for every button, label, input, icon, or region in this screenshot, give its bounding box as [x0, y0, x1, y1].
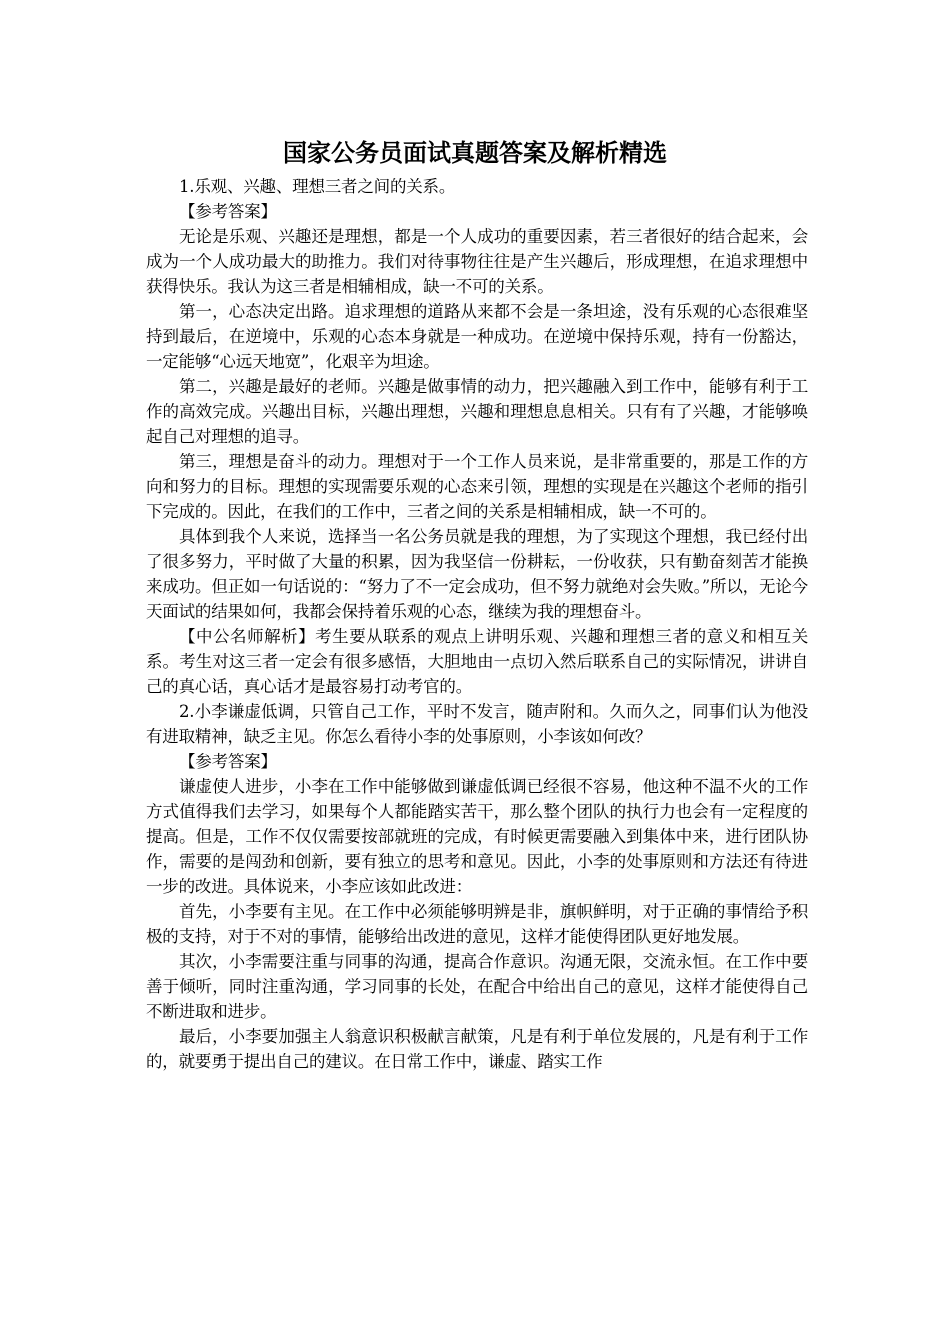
paragraph: 第三，理想是奋斗的动力。理想对于一个工作人员来说，是非常重要的，那是工作的方向和努力的目标。理想的实现需要乐观的心态来引领，理想的实现是在兴趣这个老师的指引下完成的。因此，在我们的工作中，三者之间的关系是相辅相成，缺一不可的。 [146, 452, 808, 521]
answer-heading-1: 【参考答案】 [179, 202, 277, 221]
paragraph: 第二，兴趣是最好的老师。兴趣是做事情的动力，把兴趣融入到工作中，能够有利于工作的高效完成。兴趣出目标，兴趣出理想，兴趣和理想息息相关。只有有了兴趣，才能够唤起自己对理想的追寻。 [146, 377, 808, 446]
paragraph: 首先，小李要有主见。在工作中必须能够明辨是非，旗帜鲜明，对于正确的事情给予积极的支持，对于不对的事情，能够给出改进的意见，这样才能使得团队更好地发展。 [146, 902, 808, 946]
question-2: 2.小李谦虚低调，只管自己工作，平时不发言，随声附和。久而久之，同事们认为他没有进取精神，缺乏主见。你怎么看待小李的处事原则，小李该如何改？ [146, 702, 808, 746]
analysis-paragraph: 【中公名师解析】考生要从联系的观点上讲明乐观、兴趣和理想三者的意义和相互关系。考生对这三者一定会有很多感悟，大胆地由一点切入然后联系自己的实际情况，讲讲自己的真心话，真心话才是最容易打动考官的。 [146, 627, 808, 696]
document-body [146, 174, 808, 1074]
document-title: 国家公务员面试真题答案及解析精选 [283, 138, 667, 167]
paragraph: 具体到我个人来说，选择当一名公务员就是我的理想，为了实现这个理想，我已经付出了很多努力，平时做了大量的积累，因为我坚信一份耕耘，一份收获，只有勤奋刻苦才能换来成功。但正如一句话说的：“努力了不一定会成功，但不努力就绝对会失败。”所以，无论今天面试的结果如何，我都会保持着乐观的心态，继续为我的理想奋斗。 [146, 527, 808, 621]
paragraph: 第一，心态决定出路。追求理想的道路从来都不会是一条坦途，没有乐观的心态很难坚持到最后，在逆境中，乐观的心态本身就是一种成功。在逆境中保持乐观，持有一份豁达，一定能够“心远天地宽”，化艰辛为坦途。 [146, 302, 808, 371]
paragraph: 无论是乐观、兴趣还是理想，都是一个人成功的重要因素，若三者很好的结合起来，会成为一个人成功最大的助推力。我们对待事物往往是产生兴趣后，形成理想，在追求理想中获得快乐。我认为这三者是相辅相成，缺一不可的关系。 [146, 227, 808, 296]
paragraph: 最后，小李要加强主人翁意识积极献言献策，凡是有利于单位发展的，凡是有利于工作的，就要勇于提出自己的建议。在日常工作中，谦虚、踏实工作 [146, 1027, 808, 1071]
paragraph: 其次，小李需要注重与同事的沟通，提高合作意识。沟通无限，交流永恒。在工作中要善于倾听，同时注重沟通，学习同事的长处，在配合中给出自己的意见，这样才能使得自己不断进取和进步。 [146, 952, 808, 1021]
paragraph: 谦虚使人进步，小李在工作中能够做到谦虚低调已经很不容易，他这种不温不火的工作方式值得我们去学习，如果每个人都能踏实苦干，那么整个团队的执行力也会有一定程度的提高。但是，工作不仅仅需要按部就班的完成，有时候更需要融入到集体中来，进行团队协作，需要的是闯劲和创新，要有独立的思考和意见。因此，小李的处事原则和方法还有待进一步的改进。具体说来，小李应该如此改进： [146, 777, 808, 896]
answer-heading-2: 【参考答案】 [179, 752, 277, 771]
question-1: 1.乐观、兴趣、理想三者之间的关系。 [179, 177, 456, 196]
